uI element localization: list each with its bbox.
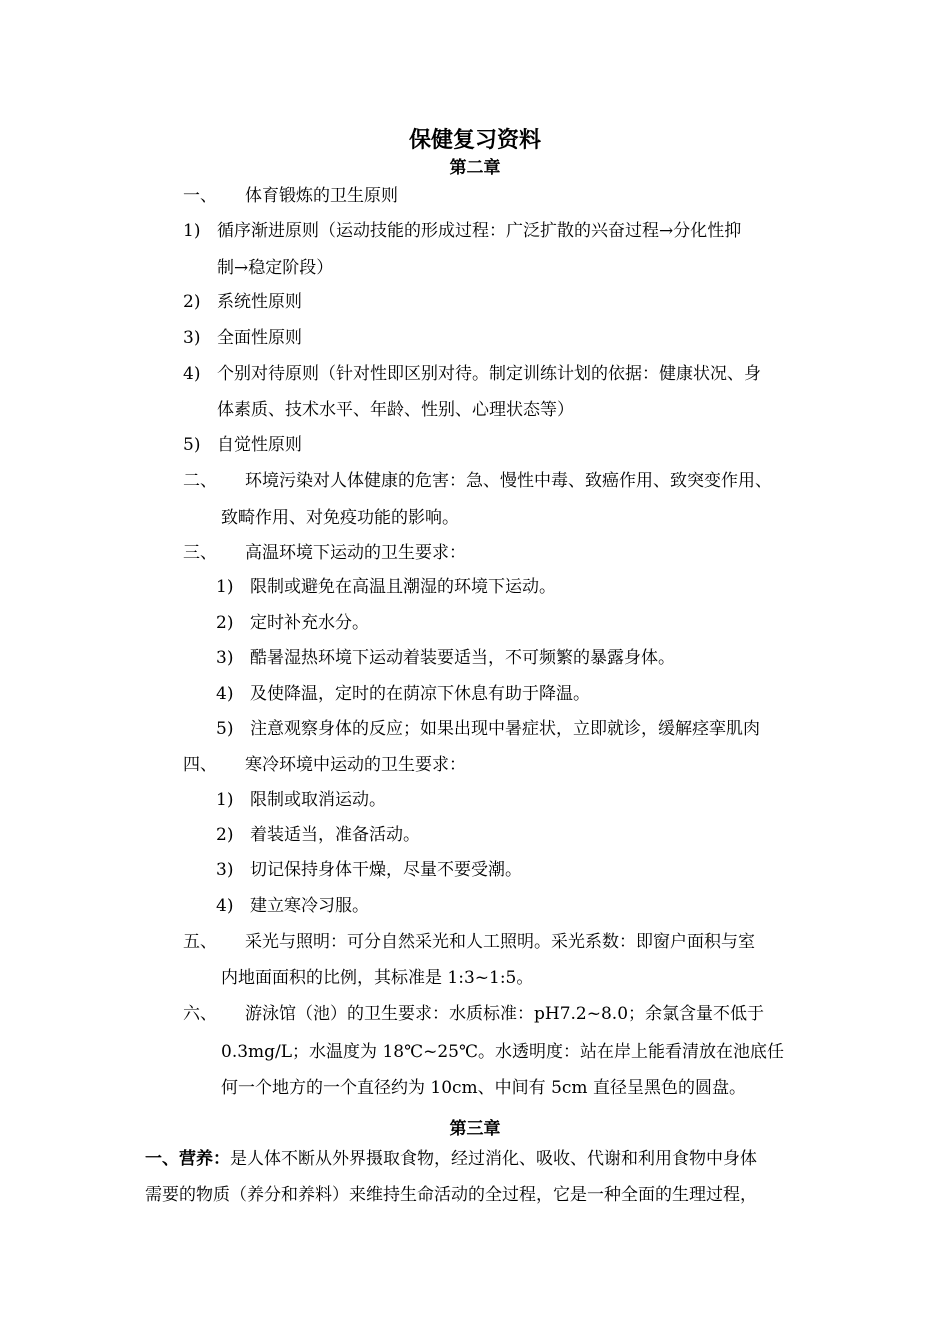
s3-item-5-number: 5): [216, 719, 234, 739]
nutrition-term-lead: 一、营养：: [145, 1149, 230, 1169]
section-2-number: 二、: [183, 471, 217, 491]
nutrition-definition-part-1: 是人体不断从外界摄取食物，经过消化、吸收、代谢和利用食物中身体: [230, 1149, 757, 1169]
s3-item-2-text: 定时补充水分。: [250, 613, 369, 633]
s4-item-3-number: 3): [216, 860, 234, 880]
section-5-number: 五、: [183, 932, 217, 952]
s1-item-3-number: 3): [183, 328, 201, 348]
section-4-number: 四、: [183, 755, 217, 775]
document-title: 保健复习资料: [408, 127, 541, 153]
section-6-number: 六、: [183, 1004, 217, 1024]
s3-item-4-text: 及使降温，定时的在荫凉下休息有助于降温。: [250, 684, 590, 704]
section-6-line-3: 何一个地方的一个直径约为 10cm、中间有 5cm 直径呈黑色的圆盘。: [221, 1078, 746, 1098]
chapter-3-para-line-1: [145, 1148, 757, 1170]
section-1-number: 一、: [183, 186, 217, 206]
s1-item-1-number: 1): [183, 221, 201, 241]
section-3-title: 高温环境下运动的卫生要求：: [245, 543, 466, 563]
s1-item-5-number: 5): [183, 435, 201, 455]
s1-item-2-number: 2): [183, 292, 201, 312]
s3-item-4-number: 4): [216, 684, 234, 704]
s1-item-5-line-1: 自觉性原则: [217, 435, 302, 455]
chapter-3-para-line-2: 需要的物质（养分和养料）来维持生命活动的全过程，它是一种全面的生理过程，: [145, 1185, 757, 1205]
section-5-line-1: 采光与照明：可分自然采光和人工照明。采光系数：即窗户面积与室: [245, 932, 755, 952]
section-2-line-2: 致畸作用、对免疫功能的影响。: [221, 508, 459, 528]
s1-item-2-line-1: 系统性原则: [217, 292, 302, 312]
section-6-line-2: 0.3mg/L；水温度为 18℃~25℃。水透明度：站在岸上能看清放在池底任: [221, 1042, 784, 1062]
s1-item-1-line-2: 制→稳定阶段）: [217, 258, 334, 278]
s4-item-4-number: 4): [216, 896, 234, 916]
s3-item-2-number: 2): [216, 613, 234, 633]
s4-item-3-text: 切记保持身体干燥，尽量不要受潮。: [250, 860, 522, 880]
s4-item-1-text: 限制或取消运动。: [250, 790, 386, 810]
section-3-number: 三、: [183, 543, 217, 563]
section-4-title: 寒冷环境中运动的卫生要求：: [245, 755, 466, 775]
s1-item-4-line-1: 个别对待原则（针对性即区别对待。制定训练计划的依据：健康状况、身: [217, 364, 761, 384]
s1-item-4-number: 4): [183, 364, 201, 384]
s4-item-4-text: 建立寒冷习服。: [250, 896, 369, 916]
s4-item-2-text: 着装适当，准备活动。: [250, 825, 420, 845]
s1-item-1-line-1: 循序渐进原则（运动技能的形成过程：广泛扩散的兴奋过程→分化性抑: [217, 221, 742, 241]
s3-item-5-text: 注意观察身体的反应；如果出现中暑症状，立即就诊，缓解痉挛肌肉: [250, 719, 760, 739]
chapter-3-heading: 第三章: [449, 1119, 501, 1139]
section-6-line-1: 游泳馆（池）的卫生要求：水质标准：pH7.2~8.0；余氯含量不低于: [245, 1004, 765, 1024]
s3-item-3-text: 酷暑湿热环境下运动着装要适当，不可频繁的暴露身体。: [250, 648, 675, 668]
section-1-title: 体育锻炼的卫生原则: [245, 186, 398, 206]
chapter-2-heading: 第二章: [449, 158, 501, 178]
s1-item-4-line-2: 体素质、技术水平、年龄、性别、心理状态等）: [217, 400, 574, 420]
section-5-line-2: 内地面面积的比例，其标准是 1:3~1:5。: [221, 968, 534, 988]
s4-item-1-number: 1): [216, 790, 234, 810]
s3-item-3-number: 3): [216, 648, 234, 668]
section-2-line-1: 环境污染对人体健康的危害：急、慢性中毒、致癌作用、致突变作用、: [245, 471, 772, 491]
s3-item-1-number: 1): [216, 577, 234, 597]
s4-item-2-number: 2): [216, 825, 234, 845]
s1-item-3-line-1: 全面性原则: [217, 328, 302, 348]
s3-item-1-text: 限制或避免在高温且潮湿的环境下运动。: [250, 577, 556, 597]
